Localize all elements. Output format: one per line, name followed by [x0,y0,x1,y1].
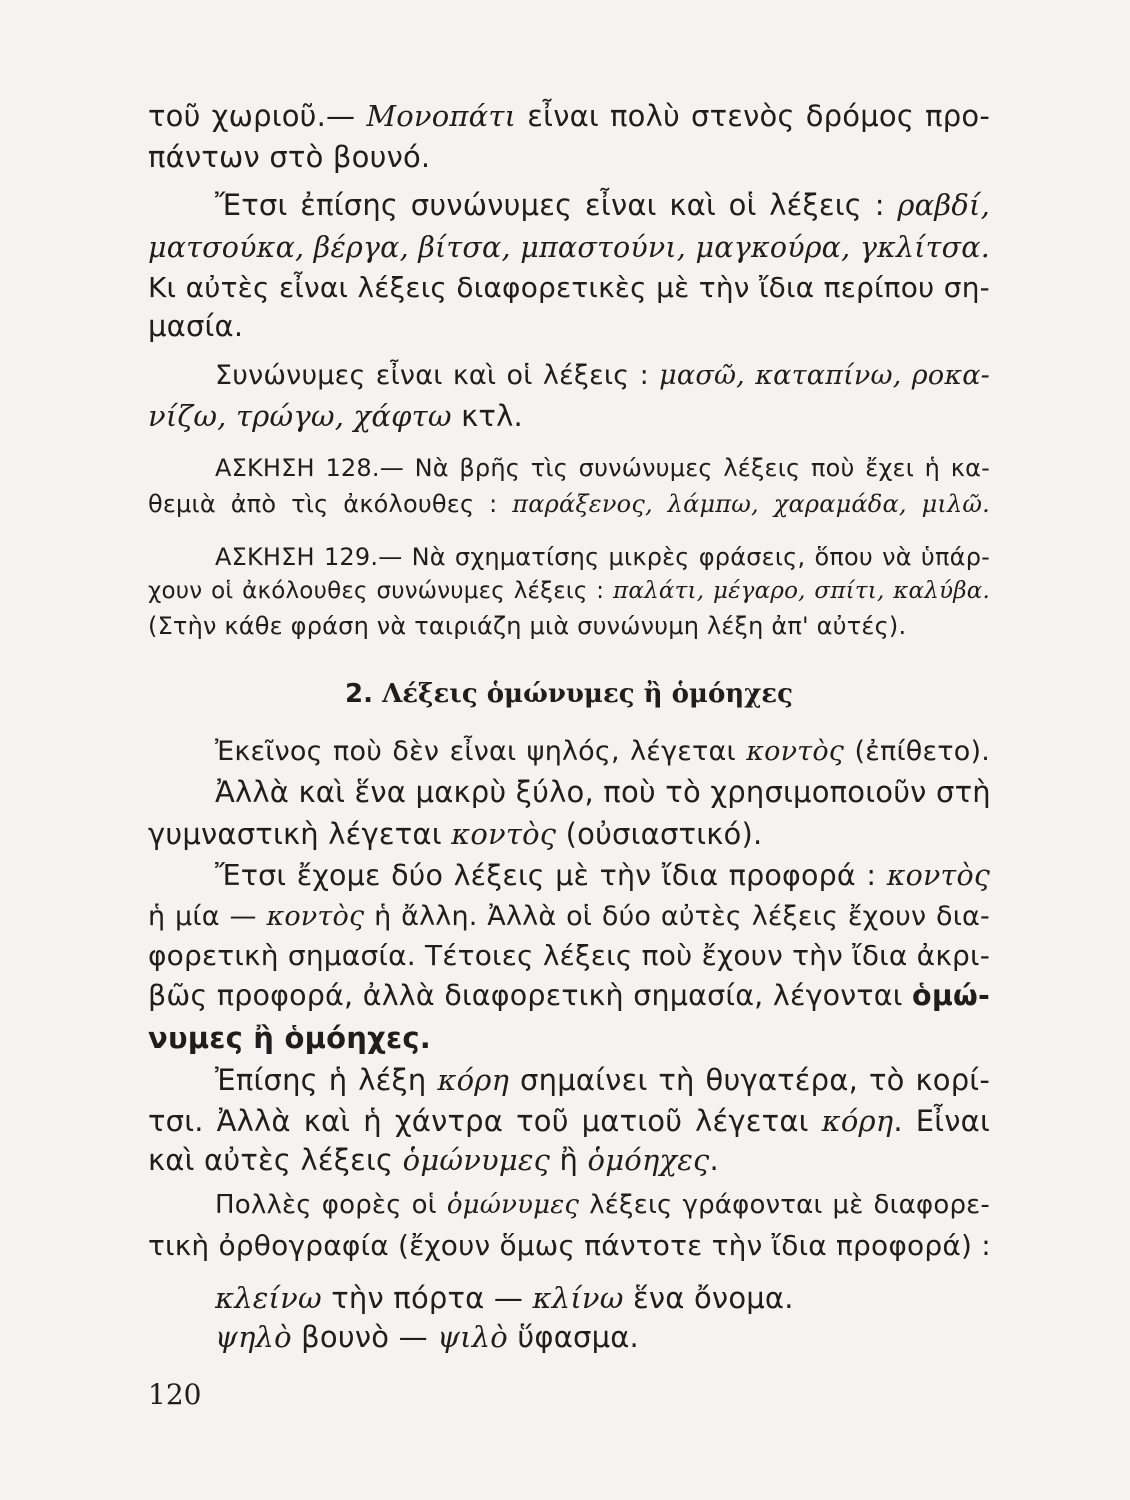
text-line: καὶ αὐτὲς λέξεις ὁμώνυμες ἢ ὁμόηχες. [148,1143,719,1177]
text-line: Πολλὲς φορὲς οἱ ὁμώνυμες λέξεις γράφονται μὲ διαφορε- [215,1190,990,1220]
text-line: νυμες ἢ ὁμόηχες. [148,1021,431,1055]
text-line: Ἐκεῖνος ποὺ δὲν εἶναι ψηλός, λέγεται κοντὸς (ἐπίθετο). [215,736,990,767]
text-line: φορετικὴ σημασία. Τέτοιες λέξεις ποὺ ἔχουν τὴν ἴδια ἀκρι- [148,939,990,972]
text-line: κλείνω τὴν πόρτα — κλίνω ἕνα ὄνομα. [215,1281,794,1315]
text-line: Ἔτσι ἔχομε δύο λέξεις μὲ τὴν ἴδια προφορά : κοντὸς [215,859,990,892]
text-line: τικὴ ὀρθογραφία (ἔχουν ὅμως πάντοτε τὴν ἴδια προφορά) : [148,1229,991,1262]
text-line: Ἔτσι ἐπίσης συνώνυμες εἶναι καὶ οἱ λέξεις : ραβδί, [215,188,990,222]
text-line: Κι αὐτὲς εἶναι λέξεις διαφορετικὲς μὲ τὴν ἴδια περίπου ση- [148,271,990,304]
text-line: ἡ μία — κοντὸς ἡ ἄλλη. Ἀλλὰ οἱ δύο αὐτὲς λέξεις ἔχουν δια- [148,901,990,932]
exercise-line: θεμιὰ ἀπὸ τὶς ἀκόλουθες : παράξενος, λάμπω, χαραμάδα, μιλῶ. [148,490,990,518]
text-line: πάντων στὸ βουνό. [148,140,431,174]
exercise-line: χουν οἱ ἀκόλουθες συνώνυμες λέξεις : παλάτι, μέγαρο, σπίτι, καλύβα. [148,578,990,604]
text-line: ψηλὸ βουνὸ — ψιλὸ ὕφασμα. [215,1320,639,1354]
text-line: Συνώνυμες εἶναι καὶ οἱ λέξεις : μασῶ, καταπίνω, ροκα- [215,360,990,391]
text-line: νίζω, τρώγω, χάφτω κτλ. [148,399,523,433]
section-heading: 2. Λέξεις ὁμώνυμες ἢ ὁμόηχες [345,679,793,709]
text-line: βῶς προφορά, ἀλλὰ διαφορετικὴ σημασία, λέγονται ὁμώ- [148,979,990,1012]
text-line: Ἐπίσης ἡ λέξη κόρη σημαίνει τὴ θυγατέρα, τὸ κορί- [215,1063,990,1097]
text-line: ματσούκα, βέργα, βίτσα, μπαστούνι, μαγκούρα, γκλίτσα. [148,231,990,264]
text-line: τοῦ χωριοῦ.— Μονοπάτι εἶναι πολὺ στενὸς δρόμος προ- [148,99,990,133]
text-line: μασία. [148,309,244,343]
exercise-line: ΑΣΚΗΣΗ 128.— Νὰ βρῆς τὶς συνώνυμες λέξεις ποὺ ἔχει ἡ κα- [215,454,990,482]
exercise-line: ΑΣΚΗΣΗ 129.— Νὰ σχηματίσης μικρὲς φράσεις, ὅπου νὰ ὑπάρ- [215,543,990,571]
text-line: τσι. Ἀλλὰ καὶ ἡ χάντρα τοῦ ματιοῦ λέγεται κόρη. Εἶναι [148,1104,991,1138]
page-number: 120 [148,1378,202,1411]
text-line: γυμναστικὴ λέγεται κοντὸς (οὐσιαστικό). [148,817,763,851]
exercise-line: (Στὴν κάθε φράση νὰ ταιριάζη μιὰ συνώνυμη λέξη ἀπ' αὐτές). [148,612,907,640]
text-line: Ἀλλὰ καὶ ἕνα μακρὺ ξύλο, ποὺ τὸ χρησιμοποιοῦν στὴ [215,775,991,809]
